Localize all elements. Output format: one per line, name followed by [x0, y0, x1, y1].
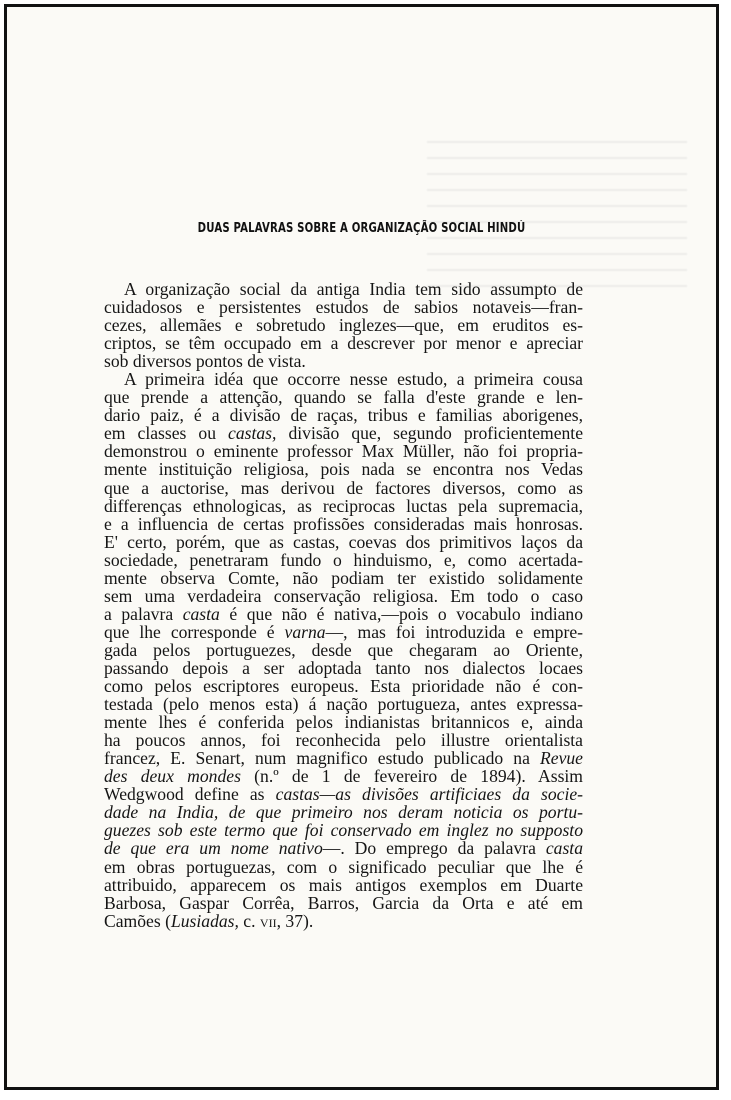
- text-segment: divisão que, segundo proficientemente: [276, 423, 584, 444]
- text-line: [104, 731, 583, 749]
- text-segment: dade na India, de que primeiro nos deram noticia os portu-: [104, 802, 583, 823]
- text-line: [104, 912, 583, 930]
- text-segment: Wedgwood define as: [104, 784, 276, 805]
- text-segment: de que era um nome nativo: [104, 838, 323, 859]
- text-segment: dario paiz, é a divisão de raças, tribus e familias aborigenes,: [104, 405, 583, 426]
- text-line: [104, 876, 583, 894]
- text-segment: E' certo, porém, que as castas, coevas dos primitivos laços da: [104, 531, 583, 552]
- text-line: [104, 533, 583, 551]
- text-segment: sob diversos pontos de vista.: [104, 351, 306, 372]
- text-line: [104, 677, 583, 695]
- text-segment: sociedade, penetraram fundo o hinduismo, e, como acertada-: [104, 549, 583, 570]
- text-segment: em obras portuguezas, com o significado peculiar que lhe é: [104, 856, 583, 877]
- text-line: [104, 352, 583, 370]
- text-line: [104, 479, 583, 497]
- text-segment: criptos, se têm occupado em a descrever por menor e apreciar: [104, 333, 583, 354]
- text-segment: castas—as divisões artificiaes da socie-: [275, 784, 583, 805]
- text-segment: des deux mondes: [104, 766, 241, 787]
- text-segment: casta: [545, 838, 583, 859]
- text-segment: em classes ou: [104, 423, 229, 444]
- text-line: [104, 424, 583, 442]
- text-line: [104, 569, 583, 587]
- text-line: [104, 370, 583, 388]
- text-line: [104, 497, 583, 515]
- text-line: [104, 767, 583, 785]
- bleed-through-texture: [427, 127, 687, 297]
- text-line: [104, 406, 583, 424]
- page: [4, 4, 719, 1090]
- text-segment: c.: [238, 910, 260, 931]
- text-segment: testada (pelo menos esta) á nação portugueza, antes expressa-: [104, 694, 583, 715]
- text-segment: A primeira idéa que occorre nesse estudo, a primeira cousa: [124, 369, 583, 390]
- text-segment: francez, E. Senart, num magnifico estudo publicado na: [104, 748, 541, 769]
- text-segment: —. Do emprego da palavra: [322, 838, 546, 859]
- text-line: [104, 894, 583, 912]
- text-line: [104, 388, 583, 406]
- text-segment: casta: [182, 603, 220, 624]
- text-segment: mente observa Comte, não podiam ter existido solidamente: [104, 567, 583, 588]
- text-segment: e a influencia de certas profissões consideradas mais honrosas.: [104, 513, 583, 534]
- text-segment: demonstrou o eminente professor Max Müller, não foi propria-: [104, 441, 583, 462]
- article-body: [104, 280, 583, 930]
- text-line: [104, 839, 583, 857]
- text-segment: , 37).: [276, 910, 314, 931]
- text-line: [104, 821, 583, 839]
- text-line: [104, 749, 583, 767]
- text-segment: mente instituição religiosa, pois nada se encontra nos Vedas: [104, 459, 583, 480]
- text-segment: gada pelos portuguezes, desde que chegaram ao Oriente,: [104, 639, 583, 660]
- text-line: [104, 695, 583, 713]
- text-segment: como pelos escriptores europeus. Esta prioridade não é con-: [104, 676, 583, 697]
- text-segment: Barbosa, Gaspar Corrêa, Barros, Garcia da Orta e até em: [104, 892, 583, 913]
- text-line: [104, 858, 583, 876]
- text-segment: varna: [284, 621, 326, 642]
- text-segment: que lhe corresponde é: [104, 621, 285, 642]
- article-heading: DUAS PALAVRAS SOBRE A ORGANIZAÇÃO SOCIAL HINDÚ: [197, 221, 526, 236]
- text-line: [104, 803, 583, 821]
- text-segment: mente lhes é conferida pelos indianistas britannicos e, ainda: [104, 712, 583, 733]
- text-line: [104, 551, 583, 569]
- text-segment: —, mas foi introduzida e empre-: [325, 621, 584, 642]
- text-line: [104, 298, 583, 316]
- text-line: [104, 785, 583, 803]
- text-segment: Camões (: [104, 910, 171, 931]
- text-segment: a palavra: [104, 603, 183, 624]
- text-segment: passando depois a ser adoptada tanto nos dialectos locaes: [104, 657, 583, 678]
- text-segment: differenças ethnologicas, as reciprocas luctas pela supremacia,: [104, 495, 583, 516]
- text-segment: é que não é nativa,—pois o vocabulo indiano: [219, 603, 584, 624]
- text-segment: Lusiadas,: [170, 910, 239, 931]
- text-segment: vii: [259, 910, 277, 931]
- text-line: [104, 460, 583, 478]
- text-segment: guezes sob este termo que foi conservado em inglez no supposto: [104, 820, 583, 841]
- text-line: [104, 587, 583, 605]
- text-line: [104, 316, 583, 334]
- text-segment: que prende a attenção, quando se falla d'este grande e len-: [104, 387, 583, 408]
- text-line: [104, 713, 583, 731]
- text-segment: que a auctorise, mas derivou de factores diversos, como as: [104, 477, 583, 498]
- text-segment: (n.º de 1 de fevereiro de 1894). Assim: [240, 766, 583, 787]
- text-segment: attribuido, apparecem os mais antigos exemplos em Duarte: [104, 874, 583, 895]
- text-segment: Revue: [540, 748, 583, 769]
- text-segment: cuidadosos e persistentes estudos de sabios notaveis—fran-: [104, 297, 583, 318]
- text-line: [104, 641, 583, 659]
- text-line: [104, 280, 583, 298]
- text-line: [104, 334, 583, 352]
- text-segment: castas,: [228, 423, 277, 444]
- text-segment: cezes, allemães e sobretudo inglezes—que, em eruditos es-: [104, 315, 583, 336]
- text-segment: sem uma verdadeira conservação religiosa. Em todo o caso: [104, 585, 583, 606]
- text-segment: ha poucos annos, foi reconhecida pelo illustre orientalista: [104, 730, 583, 751]
- text-line: [104, 623, 583, 641]
- text-line: [104, 659, 583, 677]
- text-line: [104, 442, 583, 460]
- text-line: [104, 515, 583, 533]
- text-segment: A organização social da antiga India tem sido assumpto de: [124, 279, 583, 299]
- text-line: [104, 605, 583, 623]
